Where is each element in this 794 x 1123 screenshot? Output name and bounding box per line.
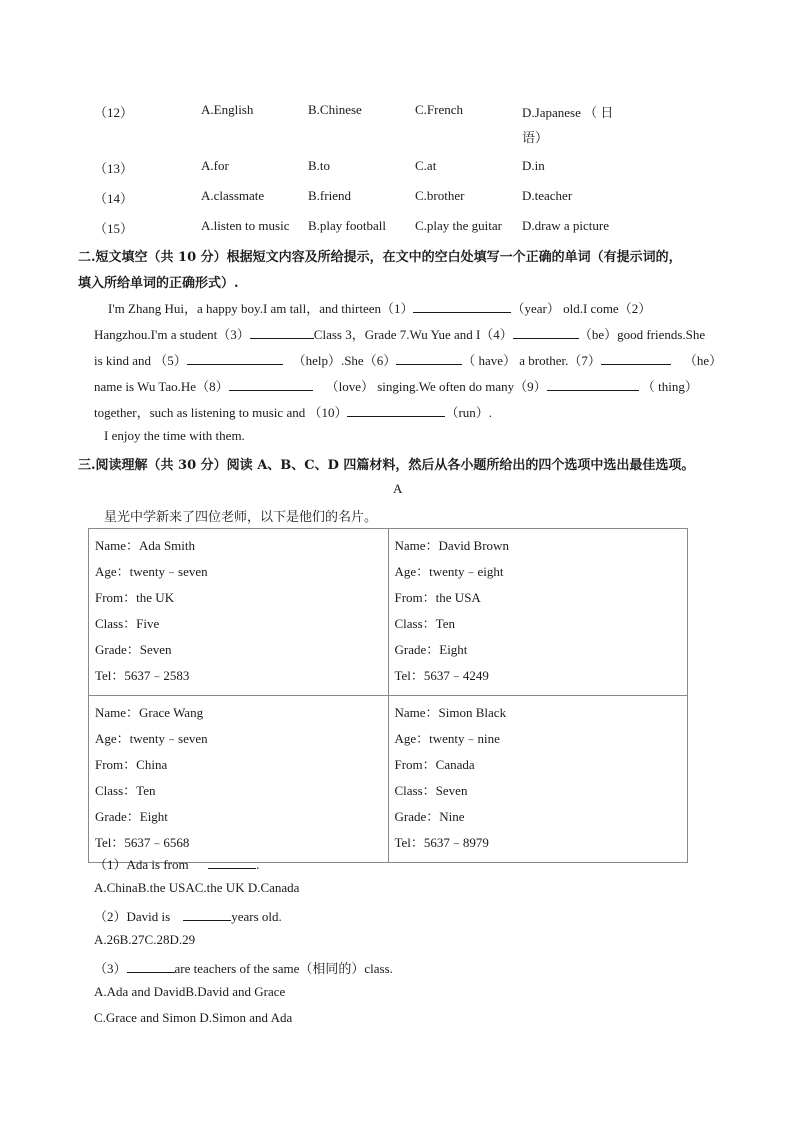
card-class: Class：Ten bbox=[394, 616, 455, 631]
question-3-options-line1: A.Ada and DavidB.David and Grace bbox=[94, 984, 286, 999]
blank-5[interactable] bbox=[187, 352, 283, 365]
card-class: Class：Ten bbox=[95, 783, 156, 798]
section2-heading-line1: 二.短文填空（共 10 分）根据短文内容及所给提示，在文中的空白处填写一个正确的单词（有提示词的， bbox=[78, 250, 682, 265]
card-david-brown bbox=[388, 529, 688, 696]
question-text: . bbox=[256, 857, 260, 872]
part-label: A bbox=[393, 481, 403, 496]
cloze-text: （help）.She（6） bbox=[292, 353, 397, 368]
option-b: B.Chinese bbox=[308, 102, 362, 117]
question-number: （12） bbox=[94, 105, 134, 120]
teacher-cards-table bbox=[88, 528, 688, 863]
card-age: Age：twenty﹣seven bbox=[95, 731, 208, 746]
question-text: （1）Ada is from bbox=[94, 857, 189, 872]
question-2-options: A.26B.27C.28D.29 bbox=[94, 932, 196, 947]
card-from: From：the UK bbox=[95, 590, 175, 605]
question-text: （3） bbox=[94, 961, 127, 976]
question-number: （14） bbox=[94, 191, 134, 206]
card-tel: Tel：5637﹣6568 bbox=[95, 835, 190, 850]
question-number: （15） bbox=[94, 221, 134, 236]
cloze-line-3 bbox=[94, 350, 722, 369]
section3-heading: 三.阅读理解（共 30 分）阅读 A、B、C、D 四篇材料，然后从各小题所给出的四个选项中选出最佳选项。 bbox=[78, 458, 695, 473]
option-c: C.play the guitar bbox=[415, 218, 503, 233]
cloze-line-5 bbox=[94, 402, 492, 421]
blank-1[interactable] bbox=[413, 300, 511, 313]
question-text: （2）David is bbox=[94, 909, 171, 924]
cloze-line-1 bbox=[108, 298, 691, 317]
cloze-text: I'm Zhang Hui，a happy boy.I am tall，and thirteen（1） bbox=[108, 301, 414, 316]
cloze-text: （be）good friends.She bbox=[578, 327, 706, 342]
cloze-text: Class 3，Grade 7.Wu Yue and I（4） bbox=[313, 327, 513, 342]
blank-9[interactable] bbox=[547, 378, 639, 391]
option-b: B.friend bbox=[308, 188, 351, 203]
card-tel: Tel：5637﹣2583 bbox=[95, 668, 190, 683]
card-name: Name：Ada Smith bbox=[95, 538, 196, 553]
card-grade: Grade：Eight bbox=[95, 809, 168, 824]
card-tel: Tel：5637﹣4249 bbox=[394, 668, 489, 683]
option-d: D.in bbox=[522, 158, 545, 173]
option-a: A.classmate bbox=[201, 188, 265, 203]
cloze-line-4 bbox=[94, 376, 698, 395]
cloze-line-2 bbox=[94, 324, 705, 343]
option-a: A.English bbox=[201, 102, 254, 117]
card-grade: Grade：Eight bbox=[394, 642, 468, 657]
cloze-text: is kind and （5） bbox=[94, 353, 187, 368]
question-text: are teachers of the same（相同的）class. bbox=[174, 961, 393, 976]
option-a: A.listen to music bbox=[201, 218, 290, 233]
blank-8[interactable] bbox=[229, 378, 313, 391]
card-from: From：Canada bbox=[394, 757, 475, 772]
cloze-text: name is Wu Tao.He（8） bbox=[94, 379, 229, 394]
cloze-text: （ have） a brother.（7） bbox=[462, 353, 601, 368]
option-d: D.Japanese （ 日 bbox=[522, 105, 614, 120]
card-age: Age：twenty﹣nine bbox=[394, 731, 500, 746]
card-name: Name：Simon Black bbox=[394, 705, 507, 720]
option-c: C.brother bbox=[415, 188, 465, 203]
cloze-text: （love） singing.We often do many（9） bbox=[325, 379, 547, 394]
blank-7[interactable] bbox=[601, 352, 671, 365]
cloze-line-6: I enjoy the time with them. bbox=[104, 428, 245, 443]
blank-6[interactable] bbox=[396, 352, 462, 365]
blank-10[interactable] bbox=[347, 404, 445, 417]
option-a: A.for bbox=[201, 158, 229, 173]
cloze-text: （ thing） bbox=[641, 379, 698, 394]
section2-heading-line2: 填入所给单词的正确形式）. bbox=[78, 276, 239, 291]
option-c: C.French bbox=[415, 102, 464, 117]
question-3 bbox=[94, 958, 393, 977]
option-d-continuation: 语） bbox=[522, 130, 549, 145]
card-grade: Grade：Seven bbox=[95, 642, 172, 657]
card-name: Name：David Brown bbox=[394, 538, 509, 553]
question-3-blank[interactable] bbox=[127, 960, 175, 973]
card-tel: Tel：5637﹣8979 bbox=[394, 835, 489, 850]
section3-intro: 星光中学新来了四位老师，以下是他们的名片。 bbox=[104, 509, 378, 524]
cloze-text: （he） bbox=[683, 353, 723, 368]
question-2-blank[interactable] bbox=[183, 908, 231, 921]
option-b: B.to bbox=[308, 158, 331, 173]
question-1-blank[interactable] bbox=[208, 856, 256, 869]
card-from: From：China bbox=[95, 757, 168, 772]
question-2 bbox=[94, 906, 282, 925]
card-age: Age：twenty﹣seven bbox=[95, 564, 208, 579]
question-number: （13） bbox=[94, 161, 134, 176]
option-c: C.at bbox=[415, 158, 437, 173]
card-name: Name：Grace Wang bbox=[95, 705, 204, 720]
cloze-text: Hangzhou.I'm a student（3） bbox=[94, 327, 250, 342]
blank-3[interactable] bbox=[250, 326, 314, 339]
card-ada-smith bbox=[89, 529, 389, 696]
question-1-options: A.ChinaB.the USAC.the UK D.Canada bbox=[94, 880, 300, 895]
cloze-text: together，such as listening to music and （10） bbox=[94, 405, 348, 420]
question-3-options-line2: C.Grace and Simon D.Simon and Ada bbox=[94, 1010, 293, 1025]
card-age: Age：twenty﹣eight bbox=[394, 564, 504, 579]
option-b: B.play football bbox=[308, 218, 386, 233]
option-d: D.draw a picture bbox=[522, 218, 609, 233]
card-class: Class：Seven bbox=[394, 783, 468, 798]
cloze-text: （run）. bbox=[445, 405, 493, 420]
card-from: From：the USA bbox=[394, 590, 481, 605]
card-grace-wang bbox=[89, 696, 389, 863]
card-class: Class：Five bbox=[95, 616, 160, 631]
blank-4[interactable] bbox=[513, 326, 579, 339]
blank-2[interactable] bbox=[651, 301, 691, 313]
question-1 bbox=[94, 854, 259, 873]
card-grade: Grade：Nine bbox=[394, 809, 465, 824]
card-simon-black bbox=[388, 696, 688, 863]
cloze-text: （year） old.I come（2） bbox=[511, 301, 652, 316]
option-d: D.teacher bbox=[522, 188, 573, 203]
question-text: years old. bbox=[231, 909, 282, 924]
